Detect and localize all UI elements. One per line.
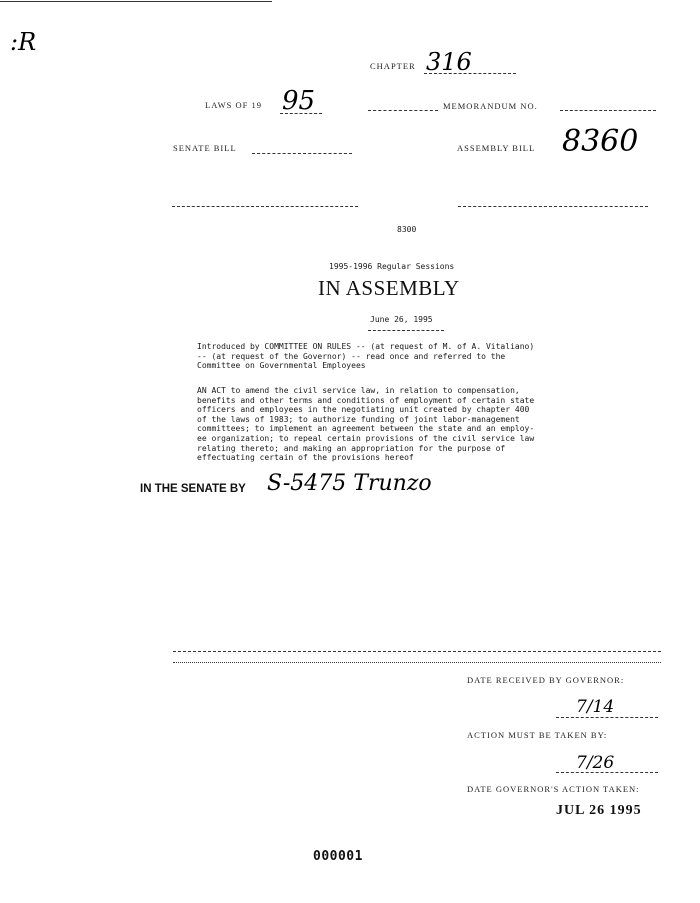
chapter-underline bbox=[424, 73, 516, 74]
introduced-paragraph bbox=[197, 342, 534, 371]
margin-note: :R bbox=[10, 28, 37, 56]
act-line: of the laws of 1983; to authorize funding of joint labor-management bbox=[197, 414, 520, 424]
introduced-line: -- (at request of the Governor) -- read once and referred to the bbox=[197, 351, 506, 361]
chapter-label: CHAPTER bbox=[370, 61, 416, 71]
action-by-underline bbox=[556, 772, 658, 773]
introduced-line: Introduced by COMMITTEE ON RULES -- (at request of M. of A. Vitaliano) bbox=[197, 342, 535, 351]
date-underline bbox=[368, 330, 444, 331]
separator-right bbox=[458, 206, 648, 207]
introduced-line: Committee on Governmental Employees bbox=[197, 361, 366, 371]
laws-label: LAWS OF 19 bbox=[205, 100, 263, 110]
act-line: benefits and other terms and conditions of employment of certain state bbox=[197, 395, 535, 405]
senate-bill-underline bbox=[252, 153, 352, 154]
memo-lead-line bbox=[368, 110, 438, 111]
received-underline bbox=[556, 717, 658, 718]
action-taken-label: DATE GOVERNOR'S ACTION TAKEN: bbox=[467, 784, 640, 794]
act-line: AN ACT to amend the civil service law, in relation to compensation, bbox=[197, 386, 520, 395]
senate-bill-label: SENATE BILL bbox=[173, 143, 237, 153]
house-title: IN ASSEMBLY bbox=[318, 276, 460, 300]
top-edge-line bbox=[0, 1, 272, 2]
memorandum-label: MEMORANDUM NO. bbox=[443, 101, 538, 111]
act-line: officers and employees in the negotiating unit created by chapter 400 bbox=[197, 405, 530, 415]
act-paragraph bbox=[197, 386, 534, 463]
laws-year: 95 bbox=[282, 86, 316, 116]
received-label: DATE RECEIVED BY GOVERNOR: bbox=[467, 675, 625, 685]
action-by-date: 7/26 bbox=[576, 753, 615, 773]
introduction-date: June 26, 1995 bbox=[370, 315, 433, 324]
action-taken-stamp: JUL 26 1995 bbox=[556, 803, 642, 818]
senate-bill-handwritten: S-5475 Trunzo bbox=[267, 471, 432, 496]
laws-underline bbox=[280, 113, 322, 114]
received-date: 7/14 bbox=[576, 697, 615, 717]
page-number: 000001 bbox=[313, 849, 363, 864]
act-line: committees; to implement an agreement between the state and an employ- bbox=[197, 424, 535, 434]
act-line: effectuating certain of the provisions hereof bbox=[197, 453, 414, 463]
action-by-label: ACTION MUST BE TAKEN BY: bbox=[467, 730, 608, 740]
assembly-bill-label: ASSEMBLY BILL bbox=[457, 143, 536, 153]
chapter-number: 316 bbox=[426, 48, 472, 76]
lower-separator-2 bbox=[173, 662, 661, 663]
memorandum-underline bbox=[560, 110, 656, 111]
session-line: 1995-1996 Regular Sessions bbox=[329, 262, 455, 271]
assembly-bill-number: 8360 bbox=[562, 124, 639, 159]
lower-separator-1 bbox=[173, 651, 661, 652]
senate-label: IN THE SENATE BY bbox=[140, 483, 246, 495]
bill-number: 8300 bbox=[397, 225, 417, 234]
act-line: ee organization; to repeal certain provisions of the civil service law bbox=[197, 433, 535, 443]
act-line: relating thereto; and making an appropriation for the purpose of bbox=[197, 443, 506, 453]
separator-left bbox=[172, 206, 358, 207]
